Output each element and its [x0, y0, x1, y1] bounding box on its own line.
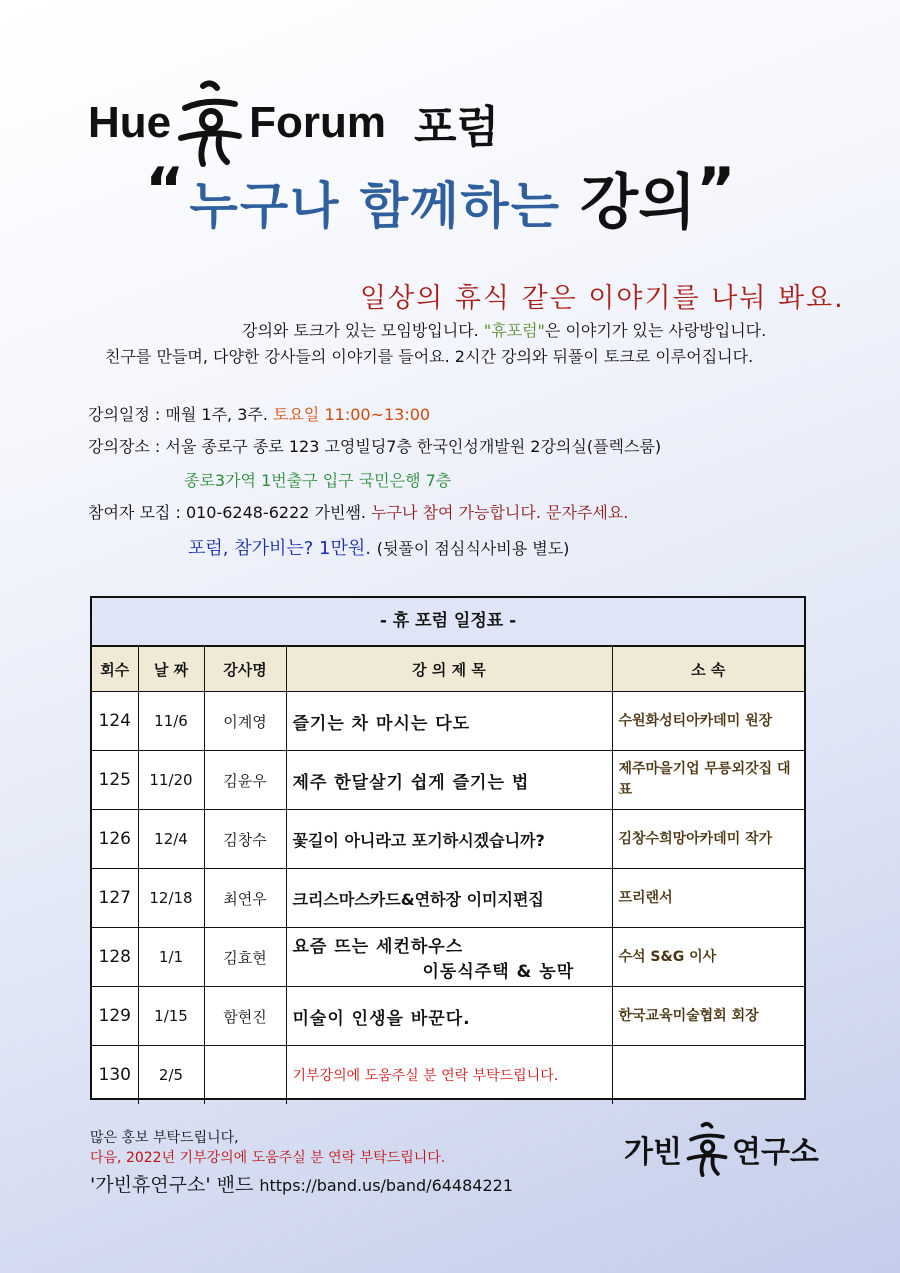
row-title: 꽃길이 아니라고 포기하시겠습니까? — [286, 810, 612, 869]
fee-text: 포럼, 참가비는? 1만원. — [188, 538, 377, 559]
tagline: 일상의 휴식 같은 이야기를 나눠 봐요. — [360, 283, 845, 314]
row-title-line-2: 이동식주택 & 농막 — [422, 962, 575, 982]
venue-label: 강의장소 : — [88, 437, 166, 456]
recruit-note: 누구나 참여 가능합니다. 문자주세요. — [371, 503, 629, 522]
headline-emphasis: 강의 — [580, 168, 697, 238]
fee-line — [188, 534, 569, 560]
headline — [145, 155, 736, 241]
row-title-line-1: 요즘 뜨는 세컨하우스 — [292, 937, 464, 957]
row-date: 12/18 — [138, 869, 204, 928]
row-no: 126 — [92, 810, 138, 869]
intro-text-post: 은 이야기가 있는 사랑방입니다. — [544, 321, 767, 340]
row-speaker — [204, 1046, 286, 1105]
fee-extra: (뒷풀이 점심식사비용 별도) — [376, 539, 570, 558]
band-label: '가빈휴연구소' 밴드 — [90, 1174, 260, 1196]
table-header-row — [92, 647, 804, 692]
row-affiliation: 김창수희망아카데미 작가 — [612, 810, 804, 869]
row-speaker: 김창수 — [204, 810, 286, 869]
brand-forum: Forum — [249, 98, 387, 147]
row-date: 1/15 — [138, 987, 204, 1046]
row-title: 제주 한달살기 쉽게 즐기는 법 — [286, 751, 612, 810]
intro-highlight: "휴포럼" — [483, 321, 545, 340]
open-quote: “ — [145, 155, 185, 225]
close-quote: ” — [696, 155, 736, 225]
row-affiliation: 수석 S&G 이사 — [612, 928, 804, 987]
footer-line-2: 다음, 2022년 기부강의에 도움주실 분 연락 부탁드립니다. — [90, 1150, 446, 1166]
org-name-right: 연구소 — [731, 1135, 819, 1170]
row-no: 127 — [92, 869, 138, 928]
band-line — [90, 1170, 513, 1197]
row-no: 129 — [92, 987, 138, 1046]
header-title: 강 의 제 목 — [286, 647, 612, 692]
row-title: 미술이 인생을 바꾼다. — [286, 987, 612, 1046]
recruit-line — [88, 500, 628, 523]
brand-korean: 포럼 — [414, 103, 500, 152]
hyu-brush-logo-icon — [686, 1118, 728, 1180]
org-logo — [624, 1118, 819, 1180]
row-date: 12/4 — [138, 810, 204, 869]
row-date: 11/6 — [138, 692, 204, 751]
header-date: 날 짜 — [138, 647, 204, 692]
footer-line-1: 많은 홍보 부탁드립니다, — [90, 1130, 239, 1146]
row-date: 1/1 — [138, 928, 204, 987]
schedule-label: 강의일정 : — [88, 405, 166, 424]
headline-main: 누구나 함께하는 — [189, 177, 562, 235]
venue-text: 서울 종로구 종로 123 고영빌딩7층 한국인성개발원 2강의실(플렉스룸) — [165, 437, 662, 456]
row-affiliation: 한국교육미술협회 회장 — [612, 987, 804, 1046]
header-no: 회수 — [92, 647, 138, 692]
band-link[interactable]: https://band.us/band/64484221 — [259, 1176, 514, 1195]
table-row — [92, 1046, 804, 1105]
row-title: 크리스마스카드&연하장 이미지편집 — [286, 869, 612, 928]
table-row — [92, 751, 804, 810]
row-date: 11/20 — [138, 751, 204, 810]
intro-line-1 — [242, 318, 766, 341]
schedule-table-box — [90, 596, 806, 1100]
row-affiliation: 제주마을기업 무릉외갓집 대표 — [612, 751, 804, 810]
recruit-contact: 010-6248-6222 가빈쌤. — [185, 503, 372, 522]
row-no: 124 — [92, 692, 138, 751]
row-speaker: 김효현 — [204, 928, 286, 987]
table-row — [92, 869, 804, 928]
header-speaker: 강사명 — [204, 647, 286, 692]
schedule-table-title: - 휴 포럼 일정표 - — [92, 598, 804, 647]
row-speaker: 김윤우 — [204, 751, 286, 810]
row-title-note: 기부강의에 도움주실 분 연락 부탁드립니다. — [286, 1046, 612, 1105]
org-name-left: 가빈 — [624, 1135, 682, 1170]
row-title-two-line — [286, 928, 612, 987]
row-date: 2/5 — [138, 1046, 204, 1105]
schedule-line — [88, 402, 430, 425]
table-row — [92, 692, 804, 751]
venue-directions: 종로3가역 1번출구 입구 국민은행 7층 — [184, 471, 452, 490]
schedule-time: 토요일 11:00~13:00 — [273, 405, 431, 424]
row-no: 128 — [92, 928, 138, 987]
intro-text: 강의와 토크가 있는 모임방입니다. — [242, 321, 484, 340]
header-affiliation: 소 속 — [612, 647, 804, 692]
schedule-table — [92, 647, 804, 1104]
brand-hue: Hue — [88, 98, 172, 147]
row-affiliation: 수원화성티아카데미 원장 — [612, 692, 804, 751]
schedule-text: 매월 1주, 3주. — [165, 405, 274, 424]
intro-line-2: 친구를 만들며, 다양한 강사들의 이야기를 들어요. 2시간 강의와 뒤풀이 토크로 이루어집니다. — [105, 347, 754, 366]
row-affiliation — [612, 1046, 804, 1105]
table-row — [92, 810, 804, 869]
recruit-label: 참여자 모집 : — [88, 503, 186, 522]
row-no: 130 — [92, 1046, 138, 1105]
row-speaker: 함현진 — [204, 987, 286, 1046]
row-no: 125 — [92, 751, 138, 810]
table-row — [92, 987, 804, 1046]
venue-line — [88, 434, 661, 457]
row-speaker: 이계영 — [204, 692, 286, 751]
row-title: 즐기는 차 마시는 다도 — [286, 692, 612, 751]
row-affiliation: 프리랜서 — [612, 869, 804, 928]
table-row — [92, 928, 804, 987]
row-speaker: 최연우 — [204, 869, 286, 928]
